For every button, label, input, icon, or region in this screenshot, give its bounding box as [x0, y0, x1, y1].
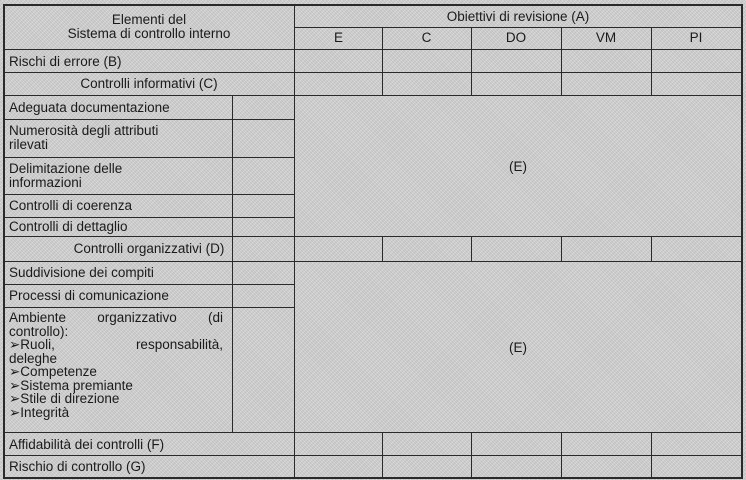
row-controlli-coerenza: Controlli di coerenza	[9, 198, 133, 213]
grid-line-row-12	[3, 455, 743, 456]
grid-line-row-1	[3, 72, 743, 73]
row-suddivisione-compiti: Suddivisione dei compiti	[9, 265, 154, 280]
ambiente-word3: (di	[207, 310, 223, 325]
merged-objectives-block-info: (E)	[509, 158, 527, 174]
delimitazione-line1: Delimitazione delle	[9, 161, 123, 176]
delimitazione-line2: informazioni	[9, 175, 82, 190]
grid-line-row-6	[3, 217, 295, 218]
grid-line-header-sub	[294, 27, 742, 28]
grid-line-row-5	[3, 194, 295, 195]
ambiente-text	[9, 311, 223, 419]
column-header-pi: PI	[689, 30, 703, 45]
grid-line-subcol-org	[232, 261, 233, 432]
ambiente-word2: organizzativo	[97, 310, 177, 325]
grid-line-left	[3, 4, 5, 479]
grid-line-row-3	[3, 119, 295, 120]
grid-line-col-c	[382, 27, 383, 95]
grid-line-row-7	[3, 236, 743, 237]
grid-line-right	[741, 4, 743, 479]
grid-line-col-vm	[561, 27, 562, 95]
grid-line-col-do-org	[471, 236, 472, 261]
ambiente-line2: controllo):	[9, 323, 69, 339]
ambiente-line1	[9, 311, 223, 325]
grid-line-subcol-info	[232, 95, 233, 237]
row-ambiente-organizzativo	[4, 308, 232, 432]
row-numerosita-attributi	[4, 120, 232, 156]
grid-line-col-pi	[651, 27, 652, 95]
merged-objectives-block-org: (E)	[509, 339, 527, 355]
grid-line-header-bottom	[3, 49, 743, 50]
row-adeguata-documentazione: Adeguata documentazione	[9, 99, 170, 115]
grid-line-row-4	[3, 157, 295, 158]
grid-line-col-do	[471, 27, 472, 95]
grid-line-main-divider	[294, 5, 295, 478]
row-delimitazione-informazioni	[4, 158, 232, 194]
grid-line-subcol-org-title	[232, 236, 233, 261]
grid-line-row-10	[3, 307, 295, 308]
ambiente-line7: ➢Stile di direzione	[9, 391, 120, 406]
ambiente-line5: ➢Competenze	[9, 364, 97, 379]
row-risk-of-error: Rischi di errore (B)	[9, 53, 122, 69]
grid-line-row-11	[3, 432, 743, 433]
row-org-controls: Controlli organizzativi (D)	[73, 241, 225, 256]
objectives-header-label: Obiettivi di revisione (A)	[446, 8, 590, 24]
objectives-header	[295, 6, 741, 27]
grid-line-col-c-org	[382, 236, 383, 261]
grid-line-row-8	[3, 261, 743, 262]
grid-line-col-pi-org	[651, 236, 652, 261]
row-rischio-controllo: Rischio di controllo (G)	[9, 459, 146, 474]
row-controlli-dettaglio: Controlli di dettaglio	[9, 219, 128, 234]
ambiente-responsabilita: responsabilità,	[135, 337, 223, 352]
column-header-do: DO	[505, 30, 527, 45]
column-header-vm: VM	[595, 30, 617, 45]
grid-line-col-vm-org	[561, 236, 562, 261]
elements-header-line2: Sistema di controllo interno	[67, 26, 231, 41]
column-header-e: E	[333, 30, 343, 45]
elements-header	[4, 6, 294, 48]
ambiente-line4: deleghe	[9, 350, 58, 366]
column-header-c: C	[421, 30, 432, 45]
grid-line-row-9	[3, 284, 295, 285]
ambiente-word1: Ambiente	[9, 310, 67, 325]
row-affidabilita-controlli: Affidabilità dei controlli (F)	[9, 436, 165, 452]
ambiente-line8: ➢Integrità	[9, 404, 70, 420]
elements-header-line1: Elementi del	[111, 12, 187, 27]
numerosita-line2: rilevati	[9, 137, 49, 152]
ambiente-line6: ➢Sistema premiante	[9, 377, 133, 393]
ambiente-line3	[9, 338, 223, 352]
grid-line-row-2	[3, 95, 743, 96]
grid-line-top	[3, 4, 743, 6]
ambiente-ruoli: ➢Ruoli,	[9, 337, 55, 352]
row-info-controls: Controlli informativi (C)	[80, 76, 218, 91]
numerosita-line1: Numerosità degli attributi	[9, 123, 159, 138]
row-processi-comunicazione: Processi di comunicazione	[9, 288, 169, 303]
grid-line-bottom	[3, 477, 743, 479]
